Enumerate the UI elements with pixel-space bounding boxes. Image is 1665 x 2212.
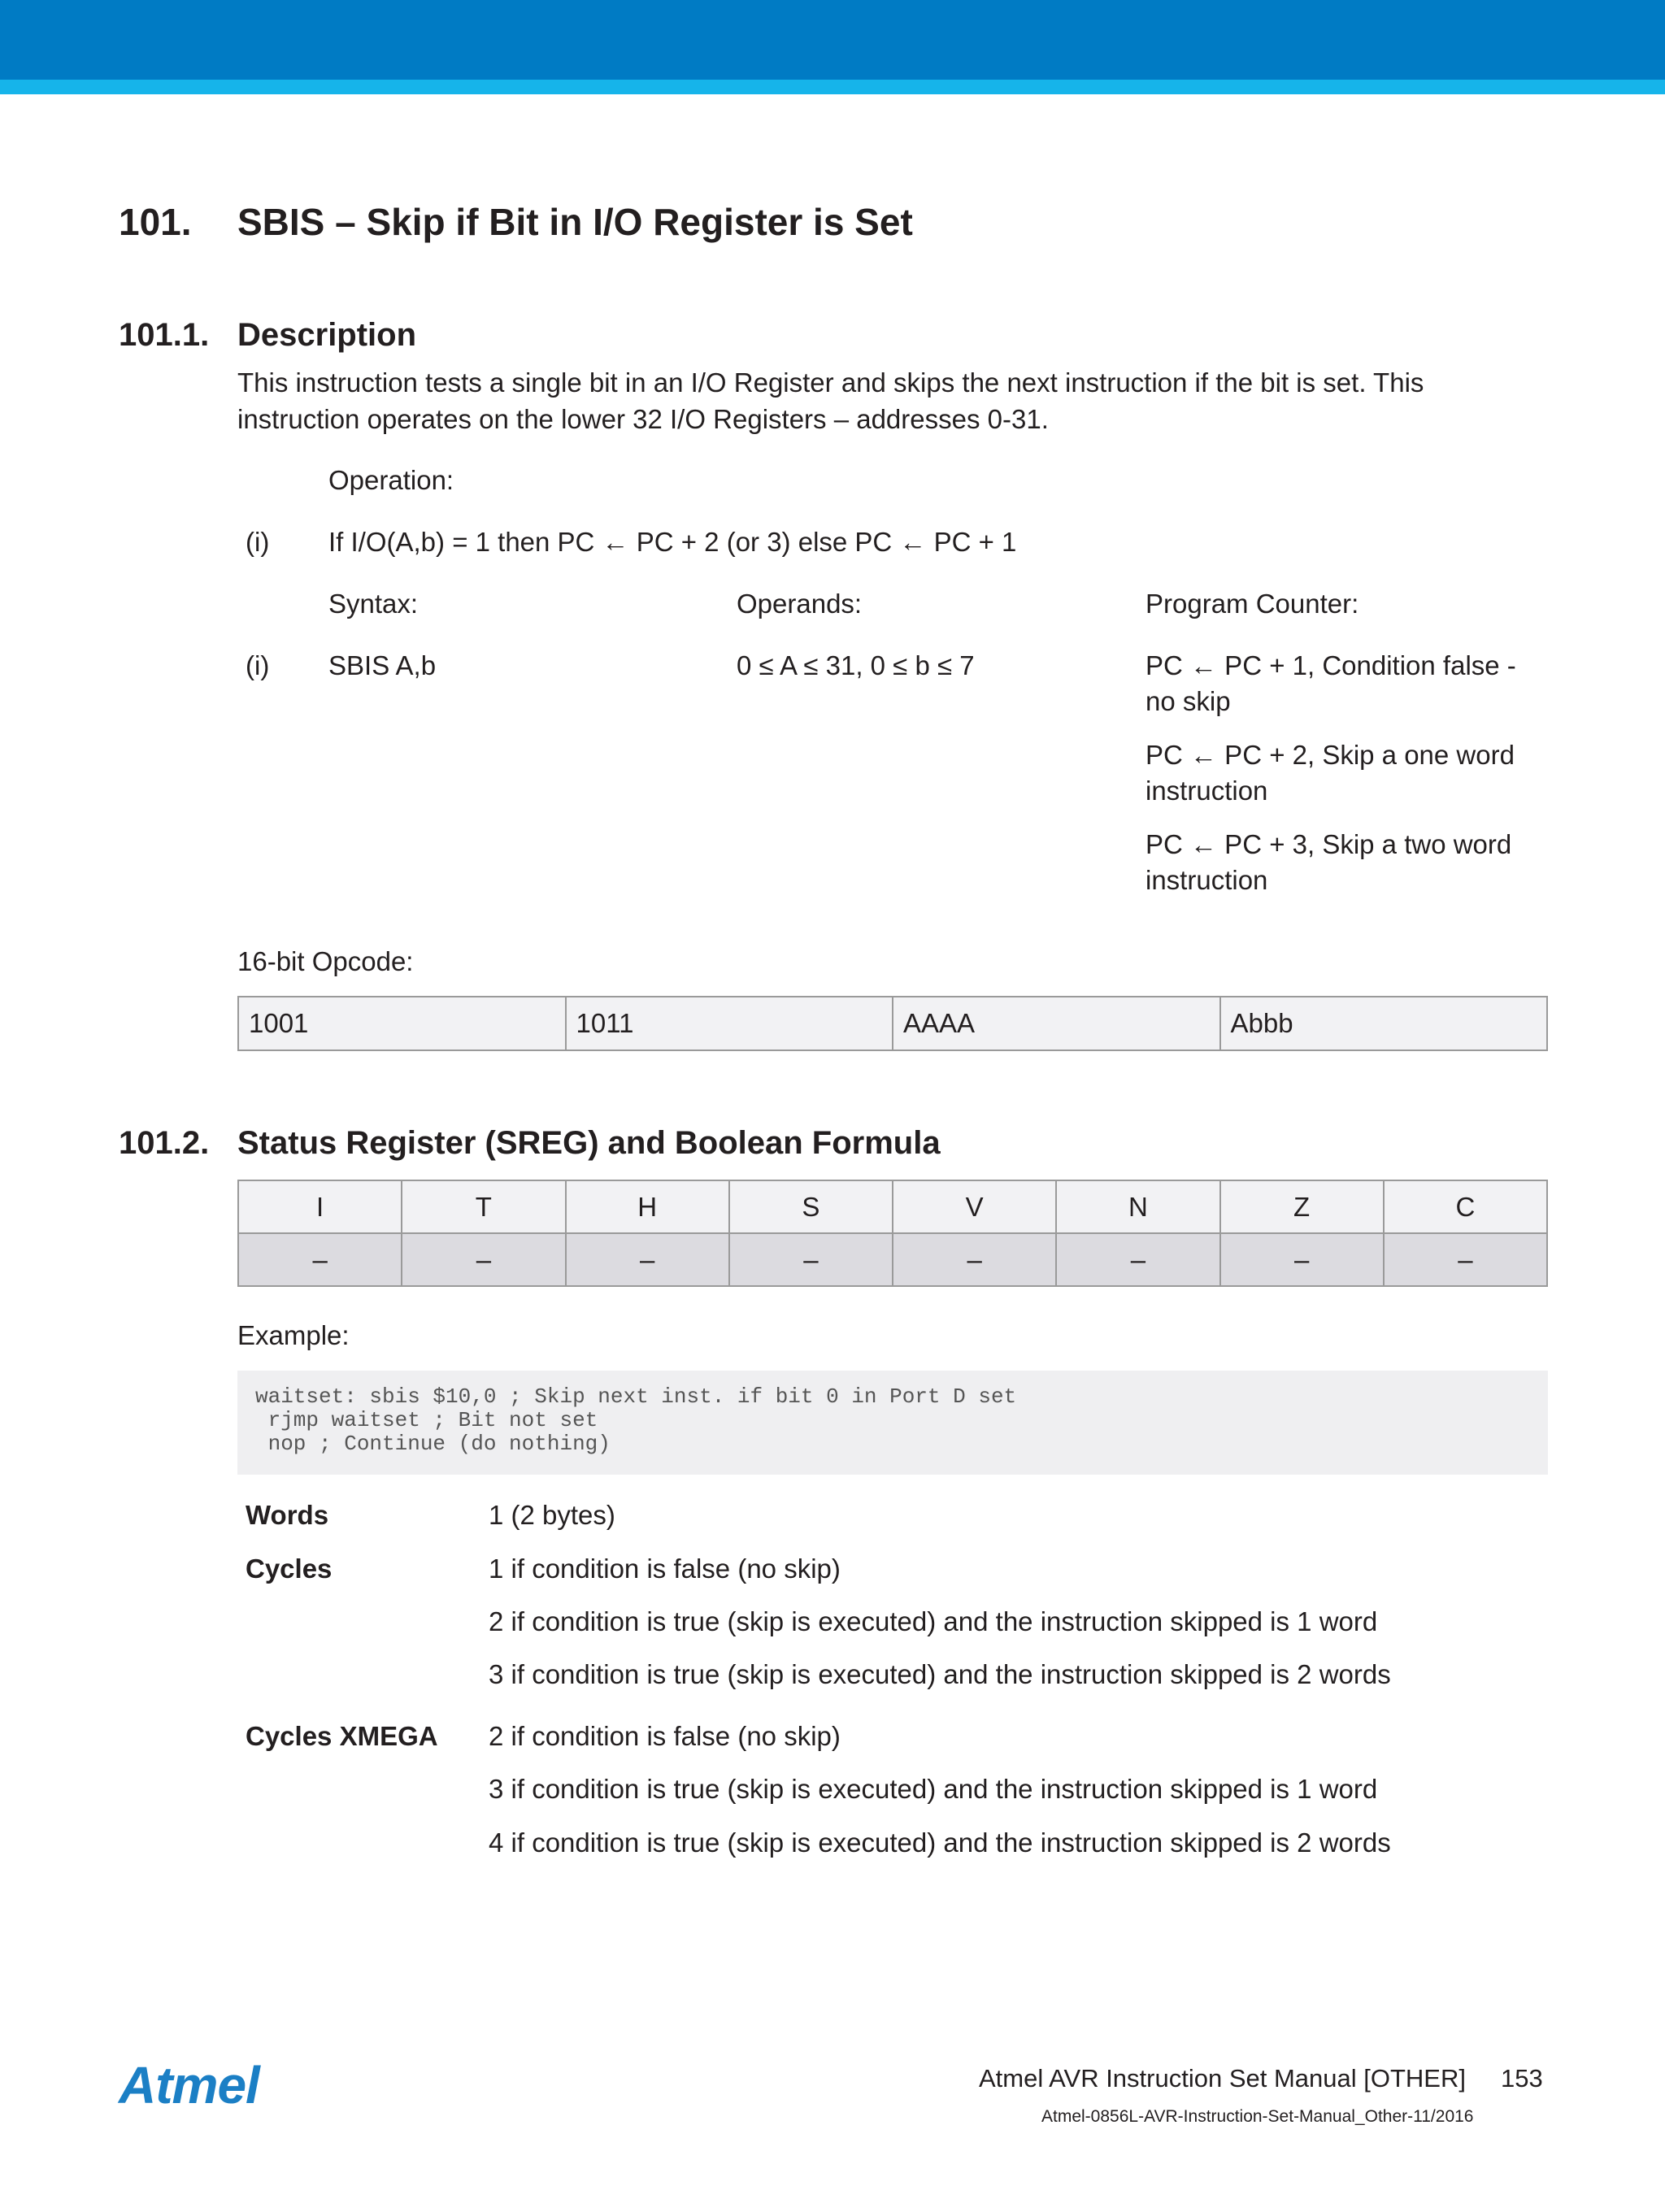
xmega-line: 3 if condition is true (skip is executed) and the instruction skipped is 1 word bbox=[489, 1774, 1378, 1804]
sreg-flag: Z bbox=[1220, 1180, 1384, 1233]
code-line: rjmp waitset ; Bit not set bbox=[255, 1408, 598, 1432]
operands-label: Operands: bbox=[737, 589, 863, 619]
words-value: 1 (2 bytes) bbox=[489, 1500, 615, 1530]
footer-doc-id: Atmel-0856L-AVR-Instruction-Set-Manual_Other-11/2016 bbox=[1041, 2107, 1474, 2126]
sreg-value: – bbox=[893, 1233, 1056, 1286]
description-heading: Description bbox=[237, 317, 417, 353]
pc-line: instruction bbox=[1146, 865, 1268, 895]
program-counter-label: Program Counter: bbox=[1146, 589, 1359, 619]
opcode-cell: 1011 bbox=[566, 997, 893, 1050]
sreg-flag: C bbox=[1384, 1180, 1547, 1233]
sreg-flag: T bbox=[402, 1180, 565, 1233]
footer-manual-title: Atmel AVR Instruction Set Manual [OTHER] bbox=[979, 2064, 1466, 2092]
cycles-line: 1 if condition is false (no skip) bbox=[489, 1554, 841, 1584]
operation-formula: If I/O(A,b) = 1 then PC ← PC + 2 (or 3) else PC ← PC + 1 bbox=[328, 527, 1017, 557]
description-line-2: instruction operates on the lower 32 I/O Registers – addresses 0-31. bbox=[237, 404, 1049, 434]
sreg-value: – bbox=[1220, 1233, 1384, 1286]
sreg-flag: I bbox=[238, 1180, 402, 1233]
sreg-value: – bbox=[1384, 1233, 1547, 1286]
pc-line: PC ← PC + 3, Skip a two word bbox=[1146, 829, 1512, 859]
sreg-number: 101.2. bbox=[119, 1125, 210, 1161]
pc-line: no skip bbox=[1146, 686, 1231, 716]
code-block bbox=[237, 1371, 1548, 1475]
opcode-table bbox=[237, 996, 1548, 1051]
sreg-heading: Status Register (SREG) and Boolean Formula bbox=[237, 1125, 941, 1161]
sreg-flag: H bbox=[566, 1180, 729, 1233]
atmel-logo: Atmel bbox=[119, 2056, 259, 2114]
sreg-value: – bbox=[1056, 1233, 1219, 1286]
example-label: Example: bbox=[237, 1320, 350, 1350]
sreg-value: – bbox=[238, 1233, 402, 1286]
xmega-line: 2 if condition is false (no skip) bbox=[489, 1721, 841, 1751]
sreg-table bbox=[237, 1180, 1548, 1287]
description-number: 101.1. bbox=[119, 317, 210, 353]
sreg-flag: S bbox=[729, 1180, 893, 1233]
syntax-value: SBIS A,b bbox=[328, 650, 437, 680]
code-line: nop ; Continue (do nothing) bbox=[255, 1432, 611, 1456]
syntax-label: Syntax: bbox=[328, 589, 419, 619]
code-line: waitset: sbis $10,0 ; Skip next inst. if bit 0 in Port D set bbox=[255, 1384, 1017, 1409]
sreg-value: – bbox=[729, 1233, 893, 1286]
section-title: SBIS – Skip if Bit in I/O Register is Set bbox=[237, 201, 913, 243]
sreg-value: – bbox=[566, 1233, 729, 1286]
syntax-index: (i) bbox=[246, 650, 270, 680]
cycles-line: 3 if condition is true (skip is executed) and the instruction skipped is 2 words bbox=[489, 1659, 1391, 1689]
header-band bbox=[0, 0, 1665, 80]
pc-line: PC ← PC + 2, Skip a one word bbox=[1146, 740, 1515, 770]
cycles-line: 2 if condition is true (skip is executed) and the instruction skipped is 1 word bbox=[489, 1606, 1378, 1636]
pc-line: instruction bbox=[1146, 776, 1268, 806]
sreg-flag: N bbox=[1056, 1180, 1219, 1233]
sreg-value: – bbox=[402, 1233, 565, 1286]
footer-page-number: 153 bbox=[1501, 2064, 1543, 2092]
opcode-row bbox=[238, 997, 1547, 1050]
opcode-cell: Abbb bbox=[1220, 997, 1548, 1050]
xmega-line: 4 if condition is true (skip is executed) and the instruction skipped is 2 words bbox=[489, 1827, 1391, 1858]
section-number: 101. bbox=[119, 201, 192, 243]
opcode-cell: AAAA bbox=[893, 997, 1220, 1050]
operation-label: Operation: bbox=[328, 465, 454, 495]
pc-line: PC ← PC + 1, Condition false - bbox=[1146, 650, 1516, 680]
sreg-flag: V bbox=[893, 1180, 1056, 1233]
opcode-cell: 1001 bbox=[238, 997, 566, 1050]
header-stripe bbox=[0, 80, 1665, 94]
cycles-label: Cycles bbox=[246, 1554, 333, 1584]
operands-value: 0 ≤ A ≤ 31, 0 ≤ b ≤ 7 bbox=[737, 650, 975, 680]
words-label: Words bbox=[246, 1500, 329, 1530]
description-line-1: This instruction tests a single bit in an I/O Register and skips the next instruction if the bit is set. This bbox=[237, 367, 1424, 398]
sreg-value-row bbox=[238, 1233, 1547, 1286]
operation-index: (i) bbox=[246, 527, 270, 557]
sreg-flag-row bbox=[238, 1180, 1547, 1233]
opcode-label: 16-bit Opcode: bbox=[237, 946, 414, 976]
cycles-xmega-label: Cycles XMEGA bbox=[246, 1721, 438, 1751]
